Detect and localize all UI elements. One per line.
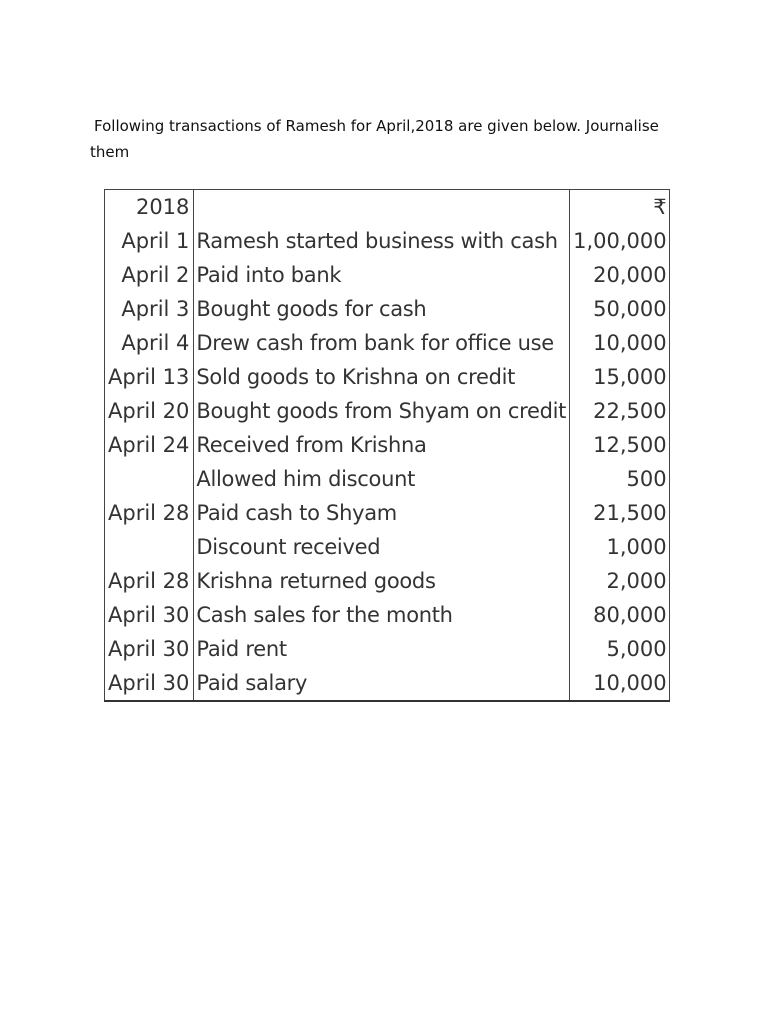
table-row bbox=[105, 564, 670, 598]
table-row bbox=[105, 326, 670, 360]
date-cell: April 3 bbox=[105, 292, 194, 326]
table-row bbox=[105, 394, 670, 428]
table-header-row bbox=[105, 190, 670, 225]
transactions-table bbox=[104, 189, 670, 702]
description-cell: Sold goods to Krishna on credit bbox=[194, 360, 570, 394]
date-cell bbox=[105, 530, 194, 564]
date-cell: April 4 bbox=[105, 326, 194, 360]
year-header: 2018 bbox=[105, 190, 194, 225]
description-header bbox=[194, 190, 570, 225]
table-row bbox=[105, 496, 670, 530]
amount-cell: 1,000 bbox=[606, 535, 667, 559]
table-row bbox=[105, 632, 670, 666]
amount-cell: 5,000 bbox=[606, 637, 667, 661]
intro-paragraph bbox=[90, 113, 690, 165]
date-cell: April 20 bbox=[105, 394, 194, 428]
intro-line-1: Following transactions of Ramesh for April,2018 are given below. Journalise bbox=[94, 117, 659, 135]
amount-cell: 21,500 bbox=[593, 501, 667, 525]
amount-cell: 50,000 bbox=[593, 297, 667, 321]
amount-cell: 2,000 bbox=[606, 569, 667, 593]
amount-cell: 1,00,000 bbox=[573, 229, 667, 253]
description-cell: Ramesh started business with cash bbox=[194, 224, 570, 258]
amount-cell: 10,000 bbox=[593, 671, 667, 695]
table-row bbox=[105, 258, 670, 292]
description-cell: Krishna returned goods bbox=[194, 564, 570, 598]
description-cell: Paid cash to Shyam bbox=[194, 496, 570, 530]
description-cell: Drew cash from bank for office use bbox=[194, 326, 570, 360]
table-row bbox=[105, 598, 670, 632]
intro-line-2: them bbox=[90, 143, 130, 161]
date-cell: April 1 bbox=[105, 224, 194, 258]
amount-cell: 12,500 bbox=[593, 433, 667, 457]
table-row bbox=[105, 360, 670, 394]
amount-cell: 20,000 bbox=[593, 263, 667, 287]
description-cell: Discount received bbox=[194, 530, 570, 564]
description-cell: Paid into bank bbox=[194, 258, 570, 292]
description-cell: Bought goods for cash bbox=[194, 292, 570, 326]
amount-cell: 22,500 bbox=[593, 399, 667, 423]
currency-header: ₹ bbox=[653, 195, 667, 219]
table-row bbox=[105, 666, 670, 701]
amount-cell: 500 bbox=[626, 467, 667, 491]
date-cell: April 13 bbox=[105, 360, 194, 394]
amount-cell: 10,000 bbox=[593, 331, 667, 355]
table-row bbox=[105, 530, 670, 564]
date-cell: April 30 bbox=[105, 632, 194, 666]
amount-cell: 15,000 bbox=[593, 365, 667, 389]
description-cell: Paid salary bbox=[194, 666, 570, 701]
description-cell: Allowed him discount bbox=[194, 462, 570, 496]
date-cell: April 2 bbox=[105, 258, 194, 292]
description-cell: Paid rent bbox=[194, 632, 570, 666]
table-row bbox=[105, 292, 670, 326]
table-row bbox=[105, 224, 670, 258]
date-cell: April 28 bbox=[105, 564, 194, 598]
table-row bbox=[105, 428, 670, 462]
description-cell: Received from Krishna bbox=[194, 428, 570, 462]
date-cell: April 28 bbox=[105, 496, 194, 530]
date-cell: April 30 bbox=[105, 598, 194, 632]
amount-cell: 80,000 bbox=[593, 603, 667, 627]
description-cell: Bought goods from Shyam on credit bbox=[194, 394, 570, 428]
date-cell: April 30 bbox=[105, 666, 194, 701]
date-cell: April 24 bbox=[105, 428, 194, 462]
description-cell: Cash sales for the month bbox=[194, 598, 570, 632]
table-row bbox=[105, 462, 670, 496]
date-cell bbox=[105, 462, 194, 496]
